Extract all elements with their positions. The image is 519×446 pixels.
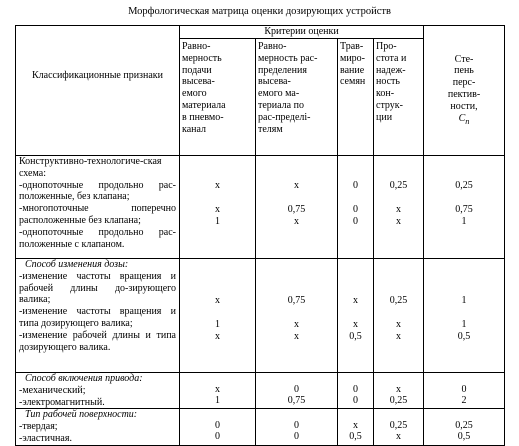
row-label: -изменение частоты вращения и рабочей длины до-зирующего валика;	[19, 270, 176, 306]
value-cell: x	[294, 180, 299, 191]
row-label: -электромагнитный.	[19, 396, 105, 408]
value-cell: 1	[461, 319, 467, 330]
value-column-2	[256, 156, 338, 259]
header-degree-symbol: С	[458, 112, 466, 124]
value-cell: 0	[353, 204, 358, 215]
value-column-1	[180, 373, 256, 409]
value-cell: 0,75	[287, 295, 306, 306]
value-cell: 0,25	[389, 180, 408, 191]
value-column-2	[256, 259, 338, 373]
value-column-3	[338, 259, 374, 373]
value-column-4	[374, 409, 424, 445]
value-cell: 0	[353, 216, 358, 227]
value-column-4	[374, 259, 424, 373]
value-cell: x	[294, 331, 299, 342]
section-1	[16, 156, 505, 259]
value-cell: 0,5	[457, 331, 471, 342]
value-cell: 0,5	[457, 431, 471, 443]
header-uniformity-feed: Равно- мерность подачи высева- емого материала в пневмо- канал	[180, 39, 256, 156]
section-4	[16, 409, 505, 445]
value-cell: 1	[461, 216, 467, 227]
value-cell: 0,25	[455, 420, 473, 432]
value-column-4	[374, 373, 424, 409]
value-cell: x	[215, 180, 220, 191]
value-cell: x	[396, 204, 401, 215]
value-column-5	[424, 156, 505, 259]
value-column-1	[180, 259, 256, 373]
value-cell: 0,25	[389, 395, 408, 406]
section-heading: Способ включения привода:	[25, 373, 143, 384]
value-cell: 1	[215, 395, 220, 406]
row-label: -твердая;	[19, 421, 58, 433]
value-cell: 1	[215, 319, 220, 330]
table-title: Морфологическая матрица оценки дозирующих устройств	[128, 6, 391, 17]
row-label: -многопоточные поперечно расположенные без клапана;	[19, 203, 176, 226]
value-column-4	[374, 156, 424, 259]
value-cell: x	[396, 431, 401, 443]
value-column-3	[338, 409, 374, 445]
header-degree-subscript: п	[465, 116, 470, 126]
value-cell: 0,75	[287, 395, 306, 406]
row-label: -изменение частоты вращения и типа дозирующего валика;	[19, 306, 176, 329]
header-simplicity-reliability: Про- стота и надеж- ность кон- струк- ции	[374, 39, 424, 156]
value-cell: x	[353, 295, 358, 306]
value-cell: 0	[353, 384, 358, 395]
section-3	[16, 373, 505, 409]
value-cell: 0	[294, 431, 299, 443]
value-cell: 0	[461, 384, 467, 395]
header-criteria: Критерии оценки	[180, 26, 424, 39]
row-label: -однопоточные продольно рас-положенные с клапаном.	[19, 226, 176, 250]
section-label-cell	[16, 409, 180, 445]
section-label-cell	[16, 373, 180, 409]
value-cell: 0	[215, 431, 220, 443]
value-cell: 0	[353, 395, 358, 406]
value-cell: x	[294, 319, 299, 330]
value-cell: 0	[215, 420, 220, 432]
value-column-3	[338, 156, 374, 259]
morphological-matrix-table	[15, 25, 505, 446]
value-cell: x	[396, 331, 401, 342]
value-cell: x	[215, 204, 220, 215]
value-column-1	[180, 156, 256, 259]
value-cell: 0,5	[349, 331, 362, 342]
value-column-5	[424, 259, 505, 373]
section-heading: Конструктивно-технологиче-ская схема:	[19, 156, 162, 179]
value-cell: x	[353, 420, 358, 432]
header-degree-text: Сте- пень перс- пектив- ности,	[447, 53, 481, 112]
section-2	[16, 259, 505, 373]
value-column-2	[256, 409, 338, 445]
section-label-cell	[16, 156, 180, 259]
row-label: -механический;	[19, 384, 86, 396]
value-cell: 2	[461, 395, 467, 406]
value-cell: 0	[294, 384, 299, 395]
value-column-2	[256, 373, 338, 409]
value-cell: 0,25	[455, 180, 473, 191]
value-cell: x	[396, 384, 401, 395]
value-cell: x	[396, 216, 401, 227]
value-cell: 1	[461, 295, 467, 306]
value-cell: 0,75	[287, 204, 306, 215]
value-cell: x	[215, 331, 220, 342]
value-cell: x	[294, 216, 299, 227]
value-cell: 0,25	[389, 420, 408, 432]
header-classification: Классификационные признаки	[16, 26, 180, 156]
section-label-cell	[16, 259, 180, 373]
header-degree	[424, 26, 505, 156]
value-cell: x	[215, 384, 220, 395]
header-uniformity-distribution: Равно- мерность рас- пределения высева- емого ма- териала по рас-пределі- телям	[256, 39, 338, 156]
value-cell: 0,5	[349, 431, 362, 443]
header-seed-damage: Трав- миро- вание семян	[338, 39, 374, 156]
value-cell: 0,75	[455, 204, 473, 215]
row-label: -эластичная.	[19, 432, 72, 444]
section-heading: Способ изменения дозы:	[25, 259, 129, 270]
value-cell: 0,25	[389, 295, 408, 306]
value-cell: x	[353, 319, 358, 330]
value-column-5	[424, 409, 505, 445]
section-heading: Тип рабочей поверхности:	[25, 409, 138, 421]
value-column-1	[180, 409, 256, 445]
row-label: -однопоточные продольно рас-положенные, без клапана;	[19, 179, 176, 203]
row-label: -изменение рабочей длины и типа дозирующего валика.	[19, 329, 176, 353]
value-cell: 0	[294, 420, 299, 432]
value-column-3	[338, 373, 374, 409]
value-cell: 0	[353, 180, 358, 191]
value-column-5	[424, 373, 505, 409]
value-cell: x	[396, 319, 401, 330]
value-cell: 1	[215, 216, 220, 227]
value-cell: x	[215, 295, 220, 306]
